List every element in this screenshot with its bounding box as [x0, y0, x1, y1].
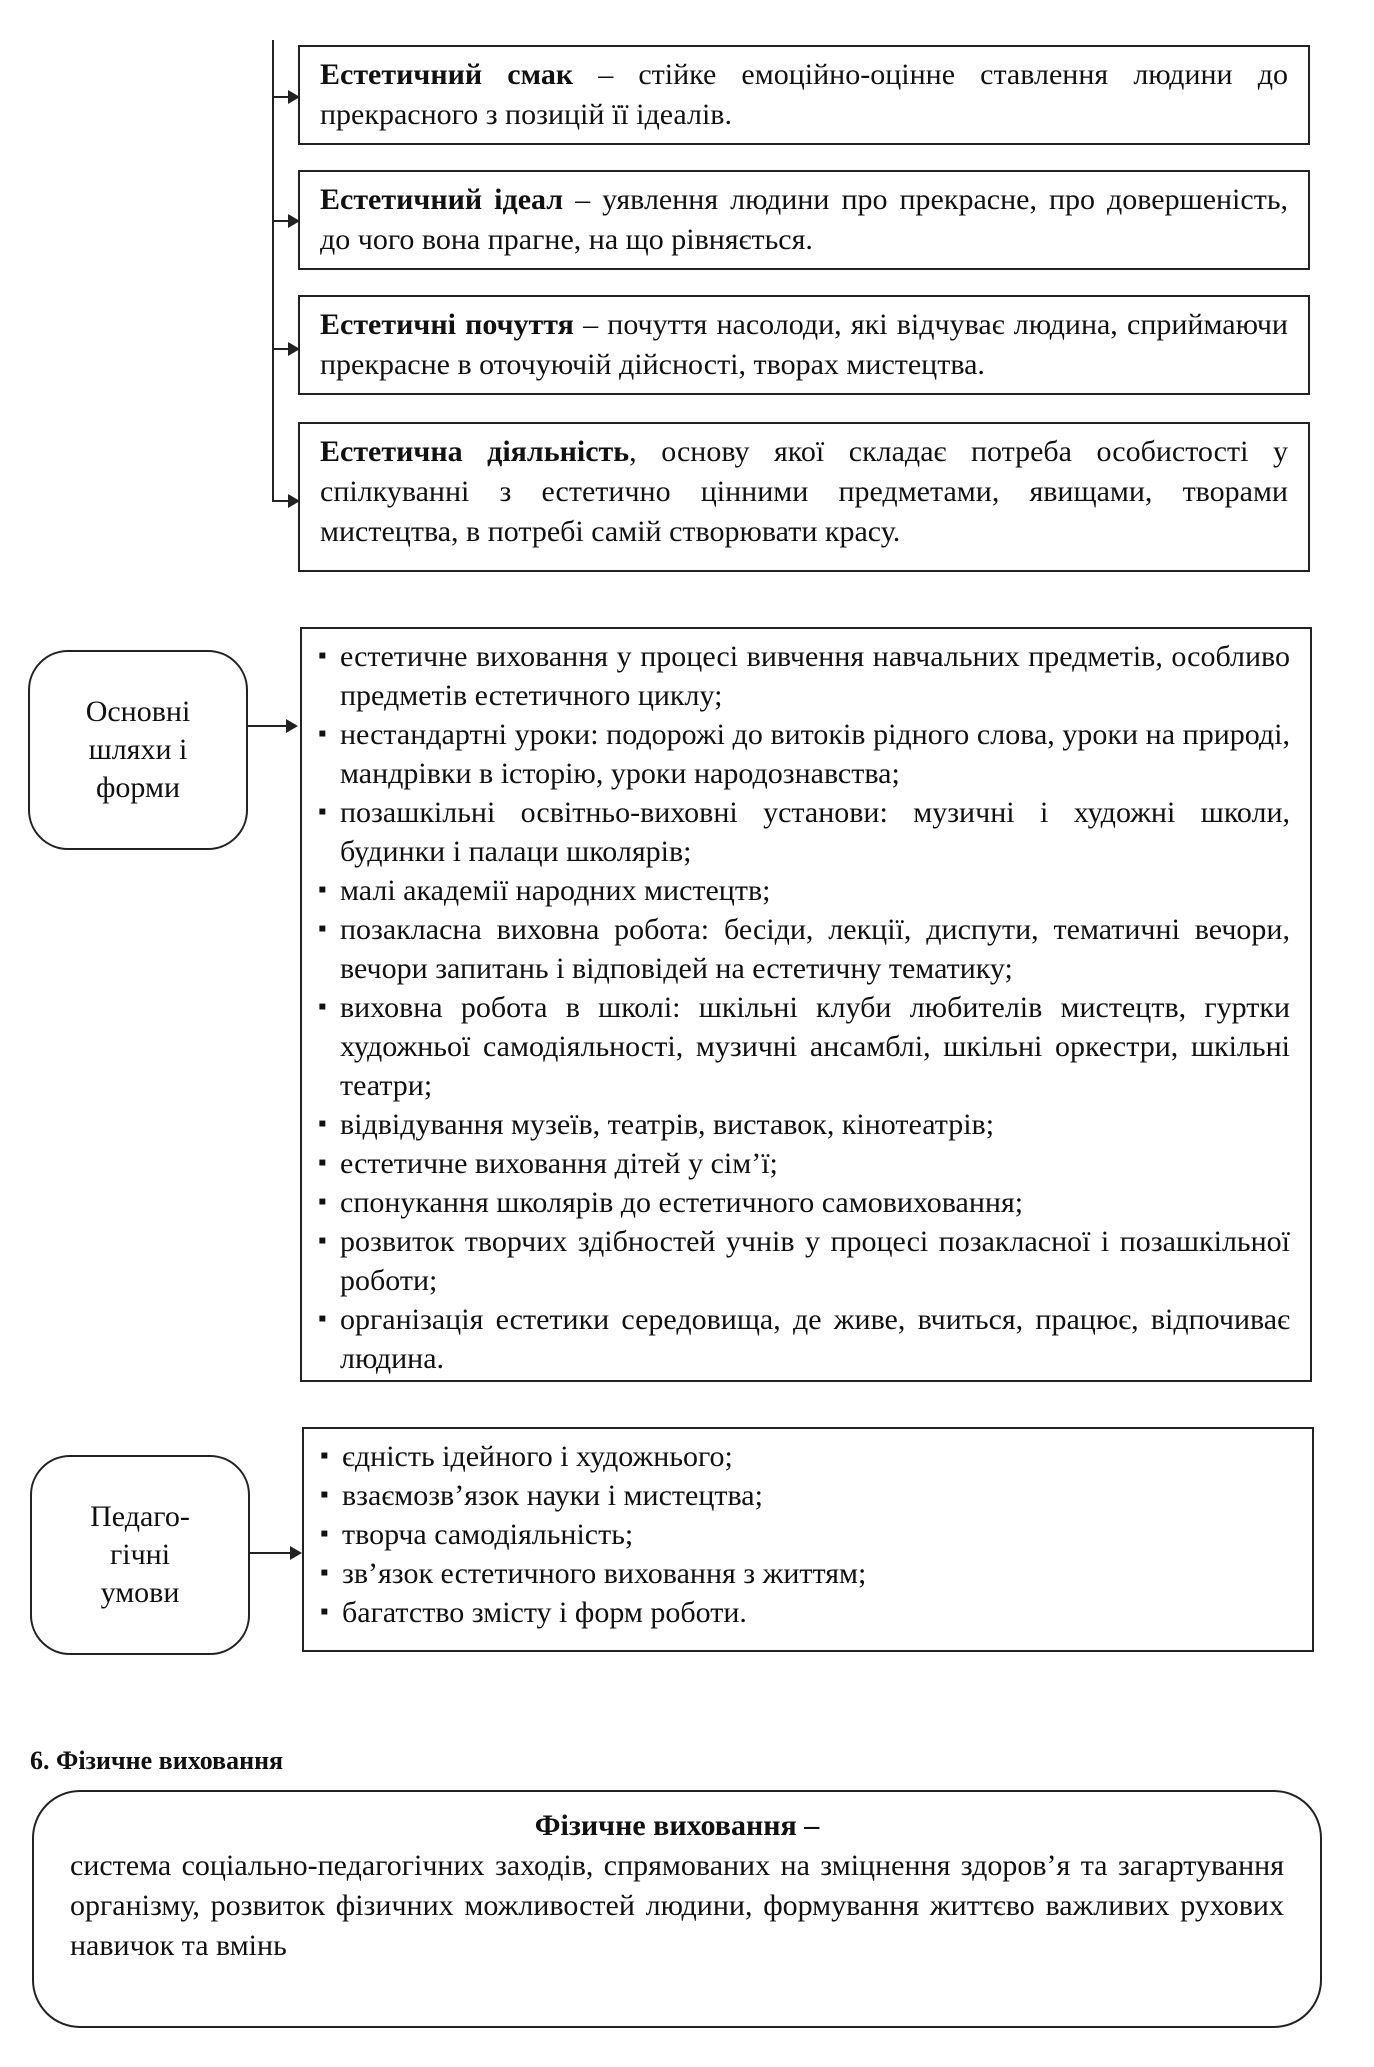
list-item: ▪ естетичне виховання у процесі вивчення навчальних предметів, особливо предметів естетичного циклу; — [318, 637, 1290, 715]
list-item: ▪ виховна робота в школі: шкільні клуби любителів мистецтв, гуртки художньої самодіяльності, музичні ансамблі, шкільні оркестри, шкільні театри; — [318, 988, 1290, 1105]
definition-term: Естетичний смак — [320, 58, 574, 91]
definition-box-feelings — [298, 295, 1310, 395]
list-item: ▪ нестандартні уроки: подорожі до витоків рідного слова, уроки на природі, мандрівки в історію, уроки народознавства; — [318, 715, 1290, 793]
list-item: ▪ розвиток творчих здібностей учнів у процесі позакласної і позашкільної роботи; — [318, 1222, 1290, 1300]
list-item: ▪ взаємозв’язок науки і мистецтва; — [320, 1476, 1292, 1515]
list-item: ▪ позашкільні освітньо-виховні установи: музичні і художні школи, будинки і палаци школярів; — [318, 793, 1290, 871]
conditions-list — [320, 1437, 1292, 1632]
list-item: ▪ зв’язок естетичного виховання з життям; — [320, 1554, 1292, 1593]
list-item: ▪ малі академії народних мистецтв; — [318, 871, 1290, 910]
physical-education-definition-box — [32, 1790, 1322, 2028]
definition-term: Естетична діяльність — [320, 435, 630, 468]
definition-box-activity — [298, 422, 1310, 572]
list-item: ▪ творча самодіяльність; — [320, 1515, 1292, 1554]
definition-text: – уявлення людини про прекрасне, про довершеність, до чого вона прагне, на що рівняється. — [320, 183, 1289, 256]
paths-label: Основні шляхи і форми — [85, 695, 191, 804]
conditions-label: Педаго-гічні умови — [90, 1500, 190, 1609]
list-item: ▪ багатство змісту і форм роботи. — [320, 1593, 1292, 1632]
definition-title: Фізичне виховання – — [534, 1809, 820, 1842]
list-item: ▪ єдність ідейного і художнього; — [320, 1437, 1292, 1476]
definition-box-taste — [298, 45, 1310, 145]
list-item: ▪ організація естетики середовища, де живе, вчиться, працює, відпочиває людина. — [318, 1300, 1290, 1378]
list-item: ▪ естетичне виховання дітей у сім’ї; — [318, 1144, 1290, 1183]
definition-term: Естетичний ідеал — [320, 183, 564, 216]
definition-box-ideal — [298, 170, 1310, 270]
list-item: ▪ спонукання школярів до естетичного самовиховання; — [318, 1183, 1290, 1222]
paths-label-box — [28, 650, 248, 850]
connector-trunk — [272, 40, 274, 502]
conditions-label-box — [30, 1455, 250, 1655]
paths-list — [318, 637, 1290, 1378]
section-heading: 6. Фізичне виховання — [30, 1746, 284, 1775]
definition-term: Естетичні почуття — [320, 308, 574, 341]
paths-list-box — [300, 627, 1312, 1382]
definition-text: , основу якої складає потреба особистості у спілкуванні з естетично цінними предметами, явищами, творами мистецтва, в потребі самій створювати красу. — [320, 435, 1288, 548]
definition-text: система соціально-педагогічних заходів, спрямованих на зміцнення здоров’я та загартування організму, розвиток фізичних можливостей людини, формування життєво важливих рухових навичок та вмінь — [70, 1849, 1284, 1962]
conditions-list-box — [302, 1427, 1314, 1652]
definition-text: – почуття насолоди, які відчуває людина, сприймаючи прекрасне в оточуючій дійсності, творах мистецтва. — [320, 308, 1288, 381]
list-item: ▪ позакласна виховна робота: бесіди, лекції, диспути, тематичні вечори, вечори запитань і відповідей на естетичну тематику; — [318, 910, 1290, 988]
list-item: ▪ відвідування музеїв, театрів, виставок, кінотеатрів; — [318, 1105, 1290, 1144]
definition-text: – стійке емоційно-оцінне ставлення людини до прекрасного з позицій її ідеалів. — [320, 58, 1288, 131]
